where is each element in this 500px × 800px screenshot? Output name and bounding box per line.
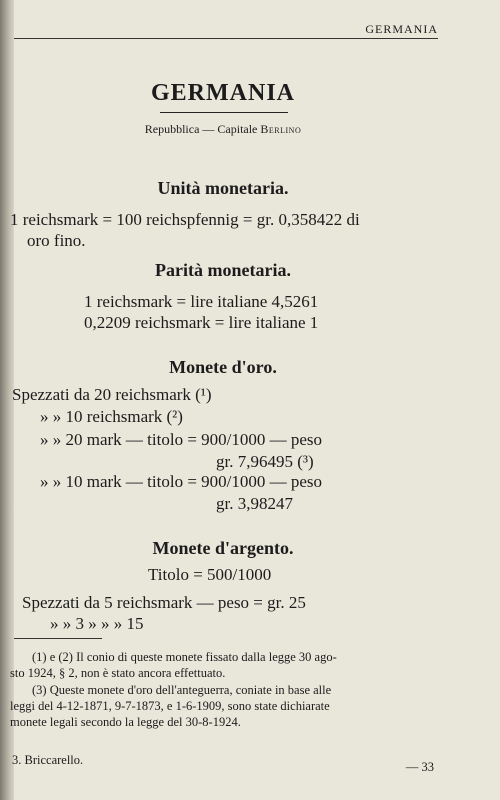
footer-printer-mark: 3. Briccarello. <box>12 753 84 767</box>
oro-line-5: » » 10 mark — titolo = 900/1000 — peso <box>40 472 323 491</box>
heading-unita-monetaria: Unità monetaria. <box>157 178 289 198</box>
footnote-line-3: (3) Queste monete d'oro dell'anteguerra, coniate in base alle <box>32 683 332 697</box>
argento-line-3: » » 3 » » » 15 <box>50 614 144 633</box>
unita-line-1: 1 reichsmark = 100 reichspfennig = gr. 0,358422 di <box>10 210 360 229</box>
heading-monete-argento: Monete d'argento. <box>152 538 294 558</box>
heading-monete-oro: Monete d'oro. <box>169 357 277 377</box>
running-head: GERMANIA <box>365 22 438 36</box>
title-underline <box>160 112 288 113</box>
unita-line-2: oro fino. <box>27 231 86 250</box>
oro-line-1: Spezzati da 20 reichsmark (¹) <box>12 385 212 404</box>
footnote-line-4: leggi del 4-12-1871, 9-7-1873, e 1-6-1909, sono state dichiarate <box>10 699 330 713</box>
page-number: — 33 <box>405 760 434 774</box>
parita-line-2: 0,2209 reichsmark = lire italiane 1 <box>84 313 319 332</box>
footnote-line-1: (1) e (2) Il conio di queste monete fissato dalla legge 30 ago- <box>32 650 337 664</box>
argento-line-1: Titolo = 500/1000 <box>148 565 272 584</box>
heading-parita-monetaria: Parità monetaria. <box>155 260 291 280</box>
oro-line-2: » » 10 reichsmark (²) <box>40 407 183 426</box>
footnote-line-5: monete legali secondo la legge del 30-8-1924. <box>10 715 241 729</box>
oro-line-4: gr. 7,96495 (³) <box>216 452 314 471</box>
footnote-line-2: sto 1924, § 2, non è stato ancora effettuato. <box>10 666 226 680</box>
subtitle-capital: Berlino <box>260 122 302 136</box>
oro-line-6: gr. 3,98247 <box>216 494 293 513</box>
argento-line-2: Spezzati da 5 reichsmark — peso = gr. 25 <box>22 593 306 612</box>
subtitle-prefix: Repubblica — Capitale <box>144 122 261 136</box>
footnote-rule <box>14 638 102 639</box>
page-title: GERMANIA <box>151 80 295 106</box>
oro-line-3: » » 20 mark — titolo = 900/1000 — peso <box>40 430 323 449</box>
page-subtitle <box>0 122 446 137</box>
parita-line-1: 1 reichsmark = lire italiane 4,5261 <box>84 292 319 311</box>
header-rule <box>14 38 438 39</box>
